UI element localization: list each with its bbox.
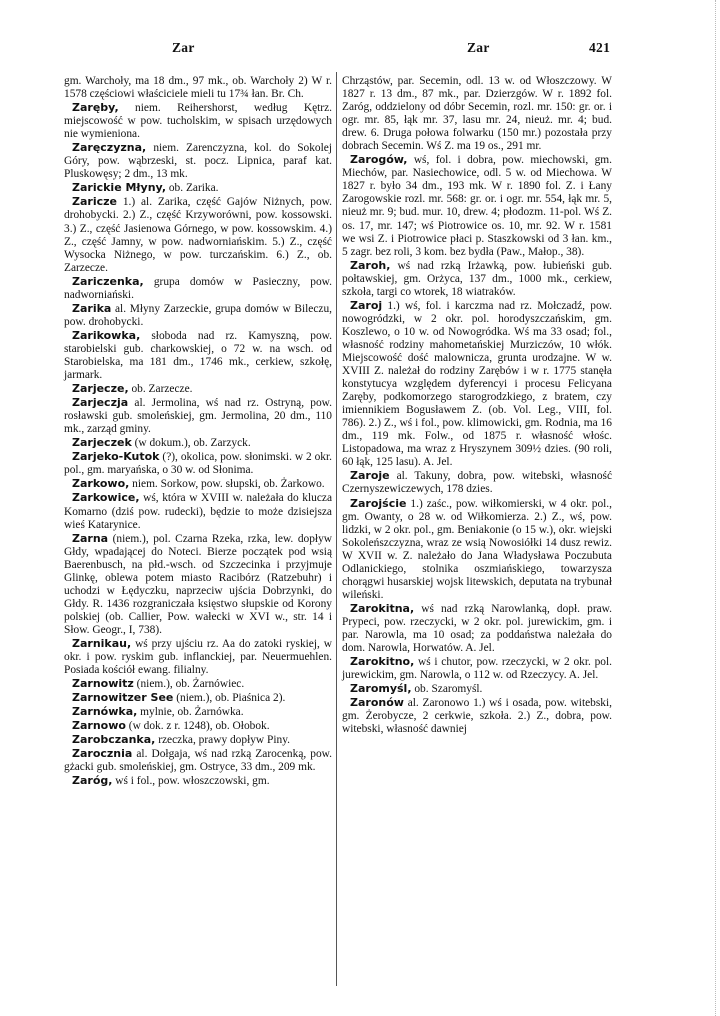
entry-headword: Zariczenka, (72, 274, 144, 288)
dictionary-entry (342, 497, 612, 602)
dictionary-entry (64, 195, 332, 274)
entry-text: wś, fol. i dobra, pow. miechowski, gm. Miechów, par. Nasiechowice, odl. 5 w. od Miechowa. W 1827 r. było 34 dm., 193 mk. W r. 1890 fol. Z. i Łany Zarogowskie rozl. mr. 568: gr. or. i ogr. mr. 554, łąk mr. 5, nieuż mr. 9; bud. mur. 10, drew. 4; płodozm. 11-pol. Wś Z. os. 17, mr. 147; wś Piotrowice os. 10, mr. 92. W r. 1581 we wsi Z. i Piotrowice płaci p. Staszkowski od 3 łan. km., 5 zagr. bez roli, 3 kom. bez bydła (Paw., Małop., 38). (342, 154, 612, 258)
entry-headword: Zarickie Młyny, (72, 181, 167, 195)
column-divider (336, 72, 337, 986)
entry-text: al. Zaronowo 1.) wś i osada, pow. witebski, gm. Żerobycze, 2 cerkwie, szkoła. 2.) Z., dobra, pow. witebski, własność dawniej (342, 697, 612, 736)
dictionary-entry (64, 774, 332, 788)
entry-headword: Zarikowka, (72, 328, 141, 342)
entry-headword: Zarna (72, 531, 109, 545)
dictionary-entry (64, 677, 332, 691)
left-running-head: Zar (172, 40, 195, 55)
entry-headword: Zarnikau, (72, 636, 132, 650)
entry-headword: Zaroje (350, 469, 390, 483)
entry-text: słoboda nad rz. Kamyszną, pow. starobielski gub. charkowskiej, o 72 w. na wsch. od Starobielska, ma 181 dm., 1746 mk., cerkiew, szkołę, jarmark. (64, 329, 332, 382)
dictionary-entry (342, 469, 612, 496)
dictionary-entry (342, 153, 612, 258)
entry-headword: Zaręby, (72, 101, 119, 115)
entry-text: (w dokum.), ob. Zarzyck. (131, 437, 251, 450)
entry-headword: Zarocznia (72, 747, 133, 761)
page-number: 421 (589, 40, 611, 55)
entry-headword: Zarnowitzer See (72, 691, 174, 705)
entry-text: ob. Zarzecze. (128, 383, 193, 396)
entry-text: wś przy ujściu rz. Aa do zatoki ryskiej, w okr. i pow. ryskim gub. inflanckiej, par. Neuermuehlen. Posiada kościół ewang. filialny. (64, 637, 332, 677)
dictionary-entry (64, 637, 332, 677)
entry-headword: Zaronów (350, 696, 404, 710)
entry-headword: Zarkowo, (72, 477, 130, 491)
entry-headword: Zarika (72, 301, 112, 315)
dictionary-entry (64, 532, 332, 637)
dictionary-entry (342, 655, 612, 682)
entry-headword: Zaroh, (350, 258, 391, 272)
entry-text: ob. Zarika. (166, 182, 219, 195)
entry-text: (niem.), ob. Piaśnica 2). (173, 692, 286, 705)
entry-headword: Zarokitna, (350, 601, 415, 615)
entry-headword: Zaricze (72, 195, 117, 209)
entry-text: 1.) wś, fol. i karczma nad rz. Mołczadź, pow. nowogródzki, w 2 okr. pol. horodyszczańskim, gm. Koszlewo, o 10 w. od Nowogródka. Wś ma 33 osad; fol., własność rodziny mahometańskiej Murziczów, 10 włók. Miejscowość dość malownicza, grunta urodzajne. W w. XVIII Z. należał do rodziny Zarębów i w r. 1775 stanęła konstytucya względem dyferencyi i procesu Felicyana Zaręby, podkomorzego starogrodzkiego, z bratem, czy imiennikiem Bogusławem Z. (ob. Vol. Leg., VIII, fol. 786). 2.) Z., wś i fol., pow. klimowicki, gm. Rodnia, ma 16 dm., 119 mk. Folw., od 1875 r. własność włośc. Listopadowa, ma wraz z Hryszynem 309½ dzies. (90 roli, 60 łąk, 125 lasu). A. Jel. (342, 299, 612, 469)
entry-headword: Zarokitno, (350, 655, 415, 669)
dictionary-entry (64, 733, 332, 747)
dictionary-entry (64, 691, 332, 705)
entry-headword: Zaręczyzna, (72, 141, 147, 155)
entry-text: al. Młyny Zarzeckie, grupa domów w Bileczu, pow. drohobycki. (64, 302, 332, 328)
entry-headword: Zarnówka, (72, 705, 138, 719)
dictionary-entry (64, 141, 332, 181)
dictionary-entry (342, 602, 612, 655)
entry-headword: Zaromyśl, (350, 682, 412, 696)
entry-text: niem. Reihershorst, według Kętrz. miejscowość w pow. tucholskim, w spisach urzędowych nie wymieniona. (64, 102, 332, 141)
dictionary-entry (64, 275, 332, 302)
entry-text: grupa domów w Pasieczny, pow. nadworniański. (64, 275, 332, 301)
entry-text: niem. Zarenczyzna, kol. do Sokolej Góry, pow. wąbrzeski, st. pocz. Lipnica, paraf kat. Pluskowęsy; 2 dm., 13 mk. (64, 142, 332, 181)
dictionary-entry (64, 329, 332, 382)
entry-text: (?), okolica, pow. słonimski. w 2 okr. pol., gm. maryańska, o 30 w. od Słonima. (64, 451, 332, 477)
entry-headword: Zarobczanka, (72, 733, 156, 747)
dictionary-entry (342, 299, 612, 470)
entry-text: wś, która w XVIII w. należała do klucza Komarno (dziś pow. rudecki), będzie to może dzisiejsza wieś Katarynice. (64, 492, 332, 531)
dictionary-entry (64, 491, 332, 531)
entry-text: al. Jermolina, wś nad rz. Ostryną, pow. rosławski gub. smoleńskiej, gm. Jermolina, 20 dm., 110 mk., zarząd gminy. (64, 397, 332, 436)
dictionary-entry (342, 75, 612, 153)
dictionary-entry (64, 302, 332, 329)
entry-text: al. Dołgaja, wś nad rzką Zarocenką, pow. gżacki gub. smoleńskiej, gm. Ostryce, 33 dm., 209 mk. (64, 748, 332, 774)
entry-text: wś nad rzką Narowlanką, dopł. praw. Prypeci, pow. rzeczycki, w 2 okr. pol. jurewickim, gm. i par. Narowla, ma 10 osad; za poddaństwa należała do dom. Narowla, Horwatów. A. Jel. (342, 602, 612, 655)
entry-text: rzeczka, prawy dopływ Piny. (155, 734, 290, 747)
entry-text: ob. Szaromyśl. (411, 683, 483, 696)
entry-text: gm. Warchoły, ma 18 dm., 97 mk., ob. Warchoły 2) W r. 1578 częściowi właściciele mieli tu 17¾ łan. Br. Ch. (64, 75, 332, 101)
dictionary-entry (64, 705, 332, 719)
dictionary-entry (64, 181, 332, 195)
dictionary-entry (64, 75, 332, 101)
entry-headword: Zarnowo (72, 719, 126, 733)
dictionary-entry (64, 719, 332, 733)
entry-text: 1.) al. Zarika, część Gajów Niżnych, pow. drohobycki. 2.) Z., część Krzyworówni, pow. kossowski. 3.) Z., część Jasienowa Górnego, w pow. kossowskim. 4.) Z., część Jamny, w pow. nadworniańskim. 5.) Z., część Wysocka Niżnego, w pow. turczańskim. 6.) Z., ob. Zarzecze. (64, 196, 332, 274)
entry-text: al. Takuny, dobra, pow. witebski, własność Czernyszewiczewych, 178 dzies. (342, 470, 612, 496)
right-running-head: Zar (467, 40, 490, 55)
entry-text: wś i fol., pow. włoszczowski, gm. (112, 775, 270, 788)
dictionary-entry (342, 259, 612, 299)
entry-headword: Zarjeczja (72, 396, 129, 410)
entry-headword: Zarnowitz (72, 677, 134, 691)
entry-text: wś i chutor, pow. rzeczycki, w 2 okr. pol. jurewickim, gm. Narowla, o 112 w. od Rzeczycy. A. Jel. (342, 656, 612, 682)
entry-text: (w dok. z r. 1248), ob. Ołobok. (125, 720, 270, 733)
entry-headword: Zarojście (350, 496, 407, 510)
entry-headword: Zaroj (350, 298, 383, 312)
entry-text: (niem.), ob. Żarnówiec. (133, 678, 245, 691)
entry-text: niem. Sorkow, pow. słupski, ob. Żarkowo. (129, 478, 325, 491)
entry-headword: Zarjeko-Kutok (72, 450, 160, 464)
dictionary-entry (64, 382, 332, 396)
dictionary-entry (342, 696, 612, 736)
entry-headword: Zaróg, (72, 774, 113, 788)
entry-text: 1.) zaśc., pow. wiłkomierski, w 4 okr. pol., gm. Owanty, o 28 w. od Wiłkomierza. 2.) Z., wś, pow. lidzki, w 2 okr. pol., gm. Beniakonie (o 15 w.), okr. wiejski Sokoleńszczyzna, wraz ze wsią Nowosiółki 14 dusz rewiz. W XVII w. Z. należało do Jana Władysława Poczubuta Odlanickiego, stolnika oszmiańskiego, towarzysza chorągwi husarskiej wojsk litewskich, deputata na trybunał wileński. (342, 497, 612, 601)
dictionary-entry (64, 396, 332, 436)
dictionary-entry (64, 450, 332, 477)
left-column (64, 75, 332, 788)
dictionary-entry (64, 101, 332, 141)
entry-text: wś nad rzką Irżawką, pow. łubieński gub. połtawskiej, gm. Orżyca, 137 dm., 1000 mk., cerkiew, szkoła, targi co wtorek, 18 wiatraków. (342, 259, 612, 298)
entry-text: mylnie, ob. Żarnówka. (137, 706, 244, 719)
dictionary-entry (64, 477, 332, 491)
dictionary-entry (342, 682, 612, 696)
entry-headword: Zarkowice, (72, 491, 140, 505)
entry-headword: Zarjeczek (72, 436, 132, 450)
dictionary-entry (64, 436, 332, 450)
entry-text: Chrząstów, par. Secemin, odl. 13 w. od Włoszczowy. W 1827 r. 13 dm., 87 mk., par. Dzierzgów. W r. 1892 fol. Zaróg, oddzielony od dóbr Secemin, rozl. mr. 150: gr. or. i ogr. mr. 85, łąk mr. 37, lasu mr. 24, nieuż. mr. 4; bud. drew. 6. Druga połowa folwarku (150 mr.) pozostała przy dobrach Secemin. Wś Z. ma 19 os., 291 mr. (342, 75, 612, 153)
entry-text: (niem.), pol. Czarna Rzeka, rzka, lew. dopływ Głdy, wpadającej do Noteci. Bierze początek pod wsią Baerenbusch, na płd.-wsch. od Szczecinka i przyjmuje Glinkę, oblewa potem miasto Racibórz (Ratzebuhr) i uchodzi w Łędyczku, naprzeciw ujścia Dobrzynki, do Głdy. R. 1436 rozgraniczała księstwo słupskie od Korony polskiej (ob. Callier, Pow. wałecki w XVI w., str. 14 i Słow. Geogr., I, 738). (64, 532, 332, 636)
entry-headword: Zarogów, (350, 153, 408, 167)
entry-headword: Zarjecze, (72, 382, 129, 396)
page-edge (715, 0, 716, 1016)
dictionary-entry (64, 747, 332, 774)
right-column (342, 75, 612, 736)
